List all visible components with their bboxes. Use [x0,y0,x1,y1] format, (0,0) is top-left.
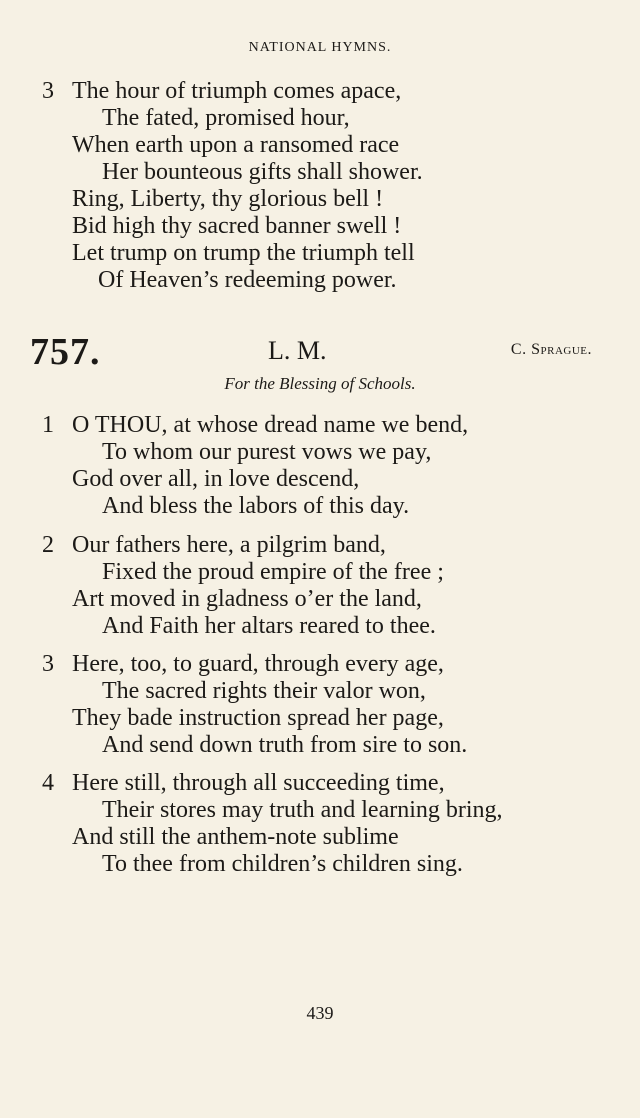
stanza-line: And Faith her altars reared to thee. [102,613,436,639]
stanza-line: God over all, in love descend, [72,466,360,492]
stanza-line: To thee from children’s children sing. [102,851,463,877]
stanza-line: Of Heaven’s redeeming power. [98,267,397,293]
stanza-line: The sacred rights their valor won, [102,678,426,704]
stanza-line: Our fathers here, a pilgrim band, [72,532,386,558]
stanza-line: Fixed the proud empire of the free ; [102,559,444,585]
stanza-number: 3 [42,651,54,677]
stanza-line: To whom our purest vows we pay, [102,439,432,465]
stanza-line: And send down truth from sire to son. [102,732,468,758]
stanza-number: 1 [42,412,54,438]
hymn-subtitle: For the Blessing of Schools. [224,374,416,393]
stanza-line: When earth upon a ransomed race [72,132,400,158]
stanza-line: Let trump on trump the triumph tell [72,240,415,266]
running-head: NATIONAL HYMNS. [248,40,392,55]
stanza-line: O THOU, at whose dread name we bend, [72,412,469,438]
stanza-line: They bade instruction spread her page, [72,705,444,731]
stanza-line: And bless the labors of this day. [102,493,410,519]
stanza-number: 3 [42,78,54,104]
stanza-line: Here, too, to guard, through every age, [72,651,444,677]
stanza-line: The fated, promised hour, [102,105,350,131]
hymn-number: 757. [30,331,101,373]
stanza-line: The hour of triumph comes apace, [72,78,402,104]
stanza-line: Their stores may truth and learning bring, [102,797,503,823]
hymn-meter: L. M. [268,336,327,365]
stanza-line: And still the anthem-note sublime [72,824,399,850]
hymn-author: C. Sprague. [510,341,592,358]
stanza-line: Her bounteous gifts shall shower. [102,159,423,185]
stanza-line: Here still, through all succeeding time, [72,770,445,796]
stanza-number: 2 [42,532,54,558]
stanza-line: Ring, Liberty, thy glorious bell ! [72,186,384,212]
stanza-line: Bid high thy sacred banner swell ! [72,213,402,239]
stanza-number: 4 [42,770,54,796]
page-number: 439 [306,1003,334,1023]
stanza-line: Art moved in gladness o’er the land, [72,586,422,612]
